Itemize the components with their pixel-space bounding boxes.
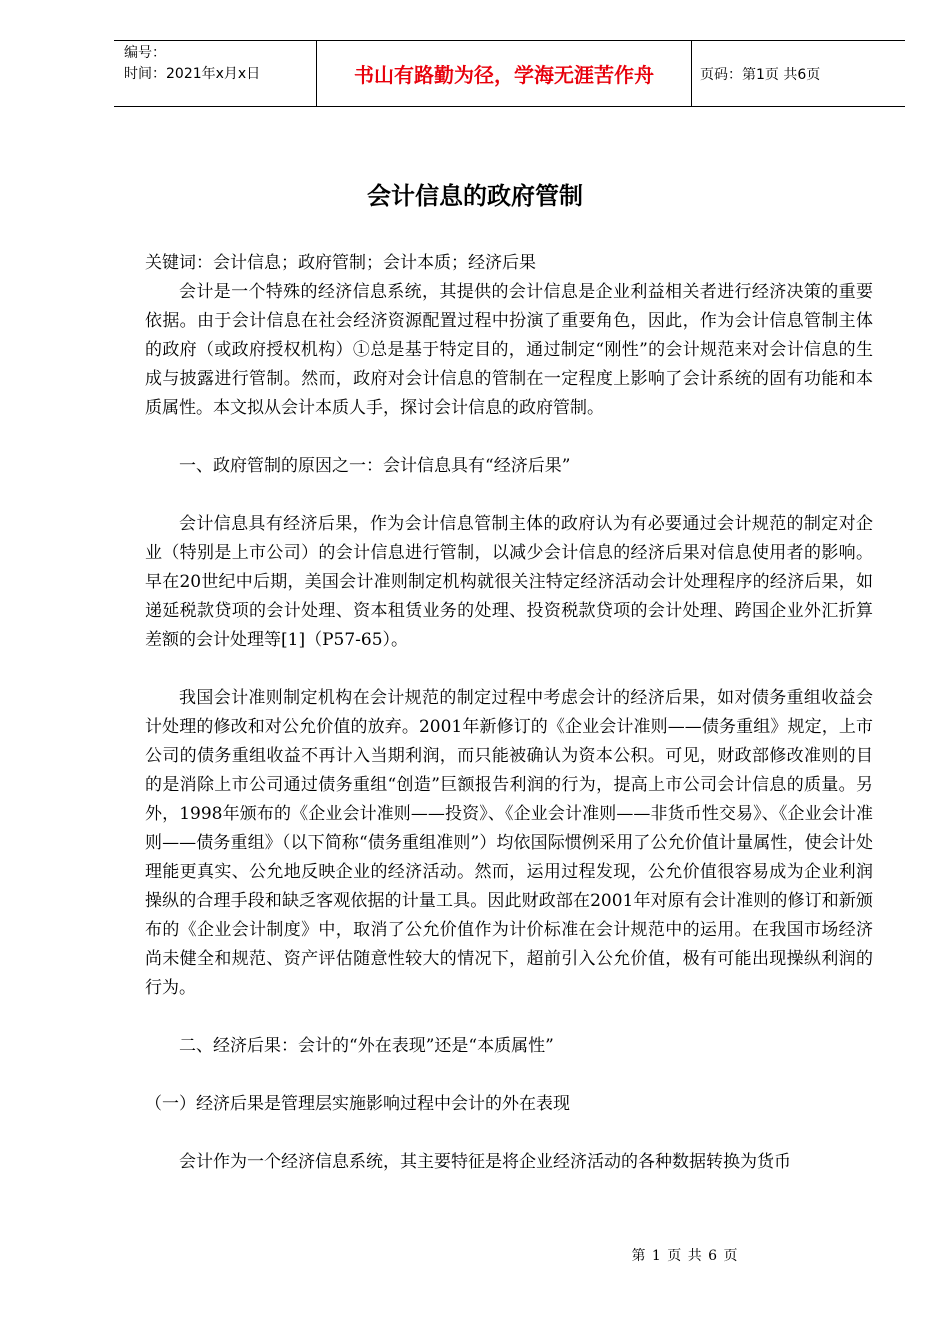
header-page	[692, 41, 905, 106]
header-table	[114, 40, 905, 107]
header-motto	[316, 41, 692, 106]
subsection-heading-1: （一）经济后果是管理层实施影响过程中会计的外在表现	[145, 1094, 570, 1114]
number-label: 编号：	[124, 45, 166, 61]
document-body	[145, 249, 873, 1177]
section-heading-2: 二、经济后果：会计的“外在表现”还是“本质属性”	[179, 1036, 554, 1056]
page-footer: 第 1 页 共 6 页	[631, 1248, 739, 1264]
section-heading-1: 一、政府管制的原因之一：会计信息具有“经济后果”	[179, 456, 571, 476]
page-title: 会计信息的政府管制	[367, 182, 583, 210]
paragraph-intro: 会计是一个特殊的经济信息系统，其提供的会计信息是企业利益相关者进行经济决策的重要依据。由于会计信息在社会经济资源配置过程中扮演了重要角色，因此，作为会计信息管制主体的政府（或政府授权机构）①总是基于特定目的，通过制定“刚性”的会计规范来对会计信息的生成与披露进行管制。然而，政府对会计信息的管制在一定程度上影响了会计系统的固有功能和本质属性。本文拟从会计本质人手，探讨会计信息的政府管制。	[145, 282, 873, 418]
page-label: 页码：第1页 共6页	[700, 66, 821, 83]
paragraph-economic-consequences: 会计信息具有经济后果，作为会计信息管制主体的政府认为有必要通过会计规范的制定对企业（特别是上市公司）的会计信息进行管制，以减少会计信息的经济后果对信息使用者的影响。早在20世纪中后期，美国会计准则制定机构就很关注特定经济活动会计处理程序的经济后果，如递延税款贷项的会计处理、资本租赁业务的处理、投资税款贷项的会计处理、跨国企业外汇折算差额的会计处理等[1]（P57-65）。	[145, 514, 873, 650]
keywords-line: 关键词：会计信息；政府管制；会计本质；经济后果	[145, 253, 536, 273]
time-label: 时间：2021年x月x日	[124, 66, 261, 82]
motto-text: 书山有路勤为径，学海无涯苦作舟	[354, 63, 654, 87]
paragraph-accounting-system: 会计作为一个经济信息系统，其主要特征是将企业经济活动的各种数据转换为货币	[179, 1152, 791, 1172]
paragraph-china-standards: 我国会计准则制定机构在会计规范的制定过程中考虑会计的经济后果，如对债务重组收益会计处理的修改和对公允价值的放弃。2001年新修订的《企业会计准则——债务重组》规定，上市公司的债务重组收益不再计入当期利润，而只能被确认为资本公积。可见，财政部修改准则的目的是消除上市公司通过债务重组“创造”巨额报告利润的行为，提高上市公司会计信息的质量。另外，1998年颁布的《企业会计准则——投资》、《企业会计准则——非货币性交易》、《企业会计准则——债务重组》（以下简称“债务重组准则”）均依国际惯例采用了公允价值计量属性，使会计处理能更真实、公允地反映企业的经济活动。然而，运用过程发现，公允价值很容易成为企业利润操纵的合理手段和缺乏客观依据的计量工具。因此财政部在2001年对原有会计准则的修订和新颁布的《企业会计制度》中，取消了公允价值作为计价标准在会计规范中的运用。在我国市场经济尚未健全和规范、资产评估随意性较大的情况下，超前引入公允价值，极有可能出现操纵利润的行为。	[145, 688, 873, 998]
header-meta	[114, 41, 316, 106]
